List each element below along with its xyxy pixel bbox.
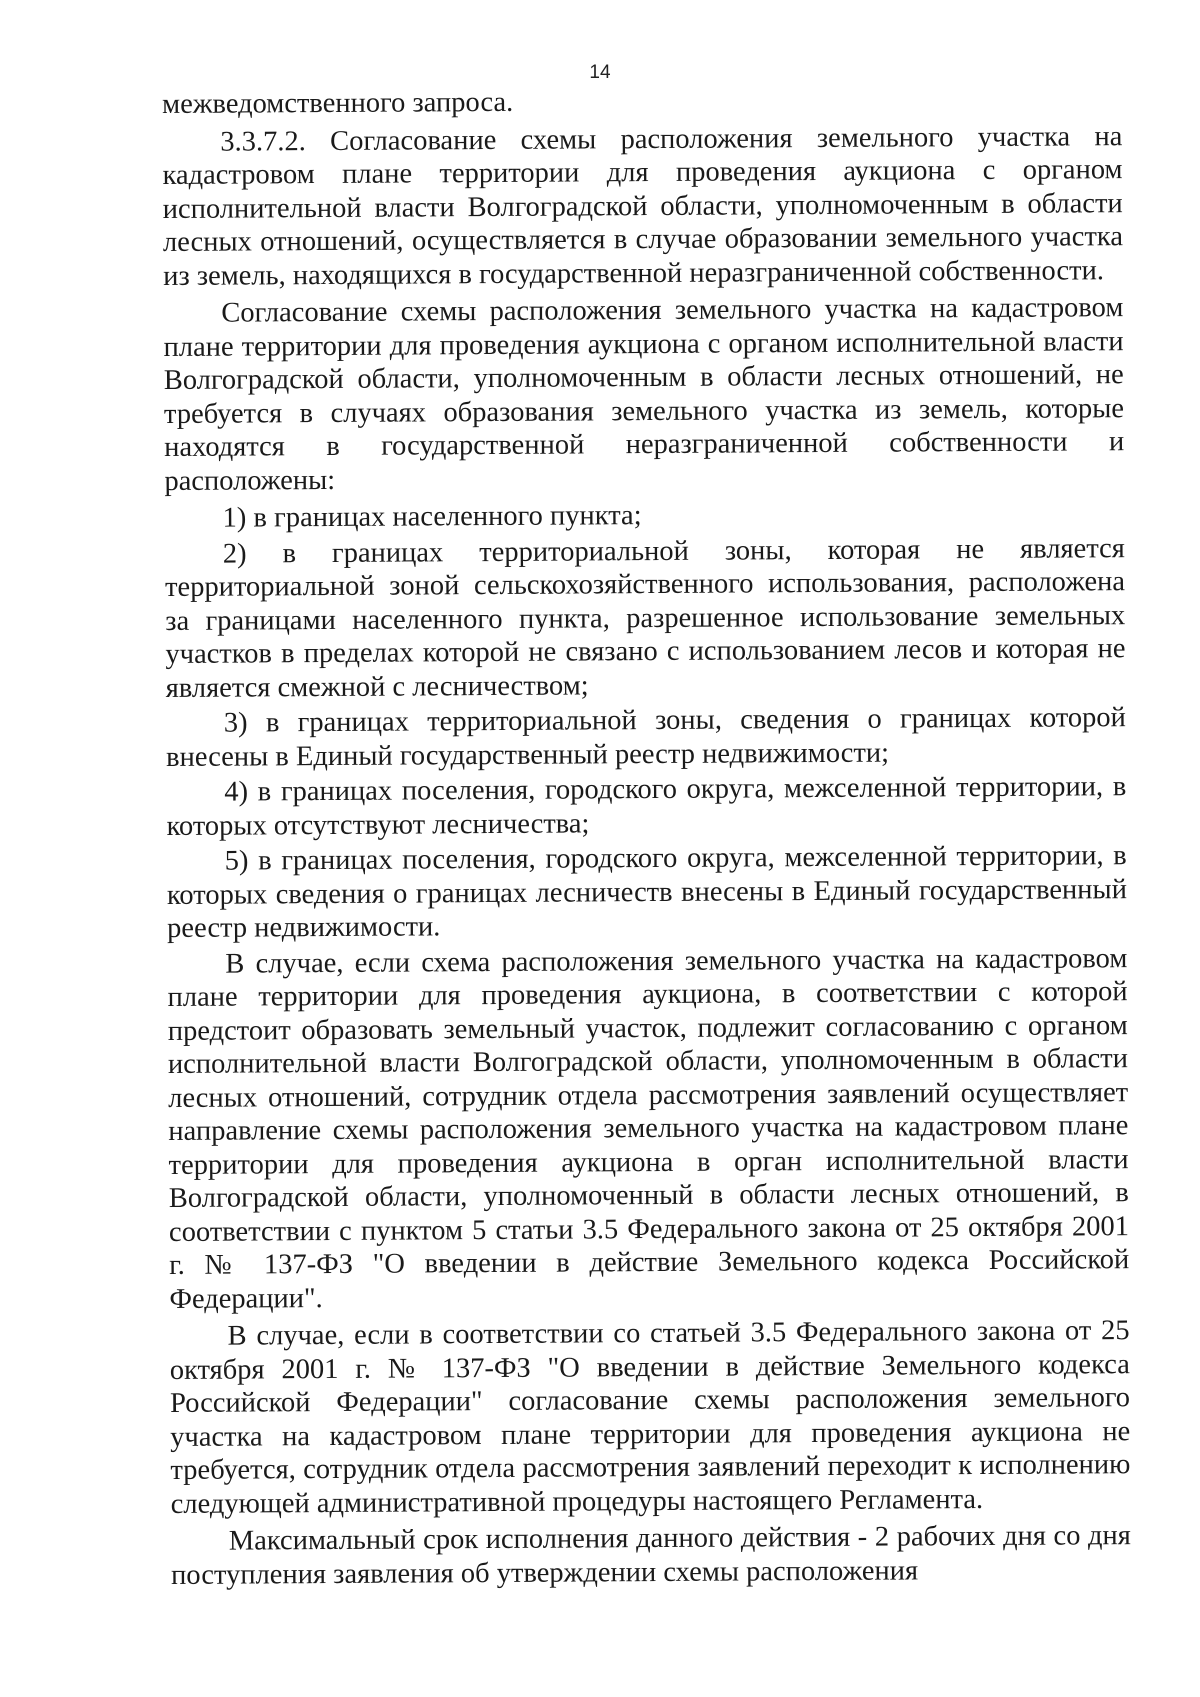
list-item-3: 3) в границах территориальной зоны, сведения о границах которой внесены в Единый государственный реестр недвижимости; — [165, 702, 1126, 773]
paragraph-approval-required: В случае, если схема расположения земельного участка на кадастровом плане территории для проведения аукциона, в соответствии с которой предстоит образовать земельный участок, подлежит согласованию с органом исполнительной власти Волгоградской области, уполномоченным в области лесных отношений, сотрудник отдела рассмотрения заявлений осуществляет направление схемы расположения земельного участка на кадастровом плане территории для проведения аукциона в орган исполнительной власти Волгоградской области, уполномоченный в области лесных отношений, в соответствии с пунктом 5 статьи 3.5 Федерального закона от 25 октября 2001 г. № 137-ФЗ "О введении в действие Земельного кодекса Российской Федерации". — [167, 942, 1130, 1315]
list-item-1: 1) в границах населенного пункта; — [222, 500, 642, 534]
paragraph-max-term: Максимальный срок исполнения данного действия - 2 рабочих дня со дня поступления заявления об утверждении схемы расположения — [170, 1520, 1131, 1591]
list-item-5: 5) в границах поселения, городского округа, межселенной территории, в которых сведения о границах лесничеств внесены в Единый государственный реестр недвижимости. — [166, 840, 1128, 944]
paragraph-approval-not-required: В случае, если в соответствии со статьей 3.5 Федерального закона от 25 октября 2001 г. № 137-ФЗ "О введении в действие Земельного кодекса Российской Федерации" согласование схемы расположения земельного участка на кадастровом плане территории для проведения аукциона не требуется, сотрудник отдела рассмотрения заявлений переходит к исполнению следующей административной процедуры настоящего Регламента. — [169, 1315, 1131, 1520]
list-item-4: 4) в границах поселения, городского округа, межселенной территории, в которых отсутствуют лесничества; — [166, 771, 1127, 842]
list-item-2: 2) в границах территориальной зоны, которая не является территориальной зоной сельскохозяйственного использования, расположена за границами населенного пункта, разрешенное использование земельных участков в пределах которой не связано с использованием лесов и которая не является смежной с лесничеством; — [164, 532, 1126, 704]
paragraph-exceptions-intro: Согласование схемы расположения земельного участка на кадастровом плане территории для проведения аукциона с органом исполнительной власти Волгоградской области, уполномоченным в области лесных отношений, не требуется в случаях образования земельного участка из земель, которые находятся в государственной неразграниченной собственности и расположены: — [163, 292, 1125, 497]
document-body — [162, 82, 1131, 1596]
paragraph-clause-3-3-7-2: 3.3.7.2. Согласование схемы расположения земельного участка на кадастровом плане территории для проведения аукциона с органом исполнительной власти Волгоградской области, уполномоченным в области лесных отношений, осуществляется в случае образовании земельного участка из земель, находящихся в государственной неразграниченной собственности. — [162, 120, 1124, 292]
page-number: 14 — [589, 62, 611, 83]
paragraph-continuation: межведомственного запроса. — [162, 86, 514, 120]
